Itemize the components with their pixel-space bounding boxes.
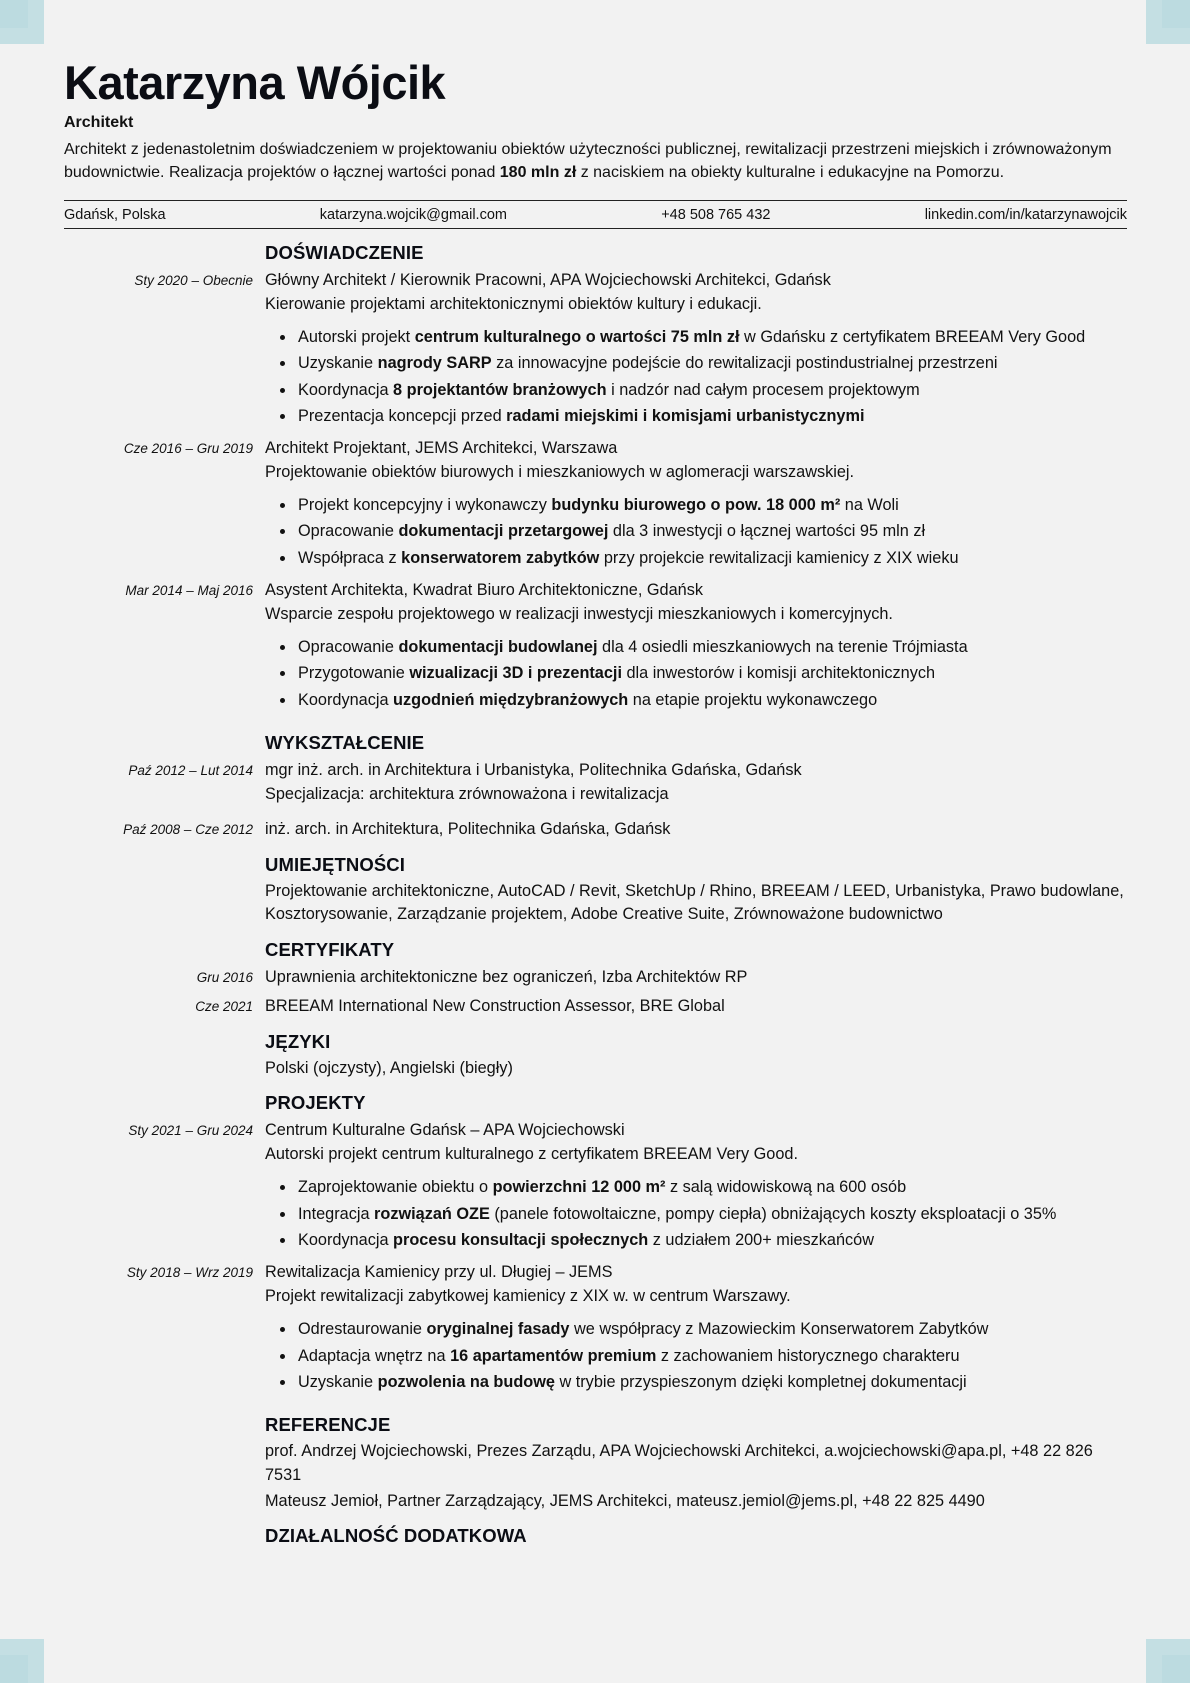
certificate-entry	[64, 994, 1127, 1019]
list-item: Koordynacja 8 projektantów branżowych i nadzór nad całym procesem projektowym	[277, 377, 1127, 403]
candidate-role: Architekt	[64, 114, 134, 131]
section-title: JĘZYKI	[265, 1030, 331, 1052]
entry-description: Kierowanie projektami architektonicznymi obiektów kultury i edukacji.	[265, 295, 762, 313]
education-entry	[64, 817, 1127, 842]
entry-heading: mgr inż. arch. in Architektura i Urbanistyka, Politechnika Gdańska, Gdańsk	[265, 760, 802, 779]
resume-header	[64, 54, 1127, 184]
entry-date: Paź 2008 – Cze 2012	[123, 821, 253, 837]
achievement-list	[277, 634, 1127, 713]
entry-heading: Asystent Architekta, Kwadrat Biuro Architektoniczne, Gdańsk	[265, 581, 703, 600]
achievement-list	[277, 324, 1127, 429]
list-item: Uzyskanie pozwolenia na budowę w trybie przyspieszonym dzięki kompletnej dokumentacji	[277, 1369, 1127, 1395]
entry-description: Specjalizacja: architektura zrównoważona i rewitalizacja	[265, 784, 669, 803]
profile-summary	[64, 139, 1127, 184]
section-title: PROJEKTY	[265, 1092, 366, 1114]
experience-entry	[64, 578, 1127, 713]
section-references	[64, 1413, 1127, 1514]
section-title: WYKSZTAŁCENIE	[265, 731, 425, 753]
section-extra-activities	[64, 1524, 1127, 1548]
reference-item: prof. Andrzej Wojciechowski, Prezes Zarządu, APA Wojciechowski Architekci, a.wojciechowski@apa.pl, +48 22 826 7531	[265, 1442, 1093, 1484]
entry-heading: inż. arch. in Architektura, Politechnika Gdańska, Gdańsk	[265, 819, 671, 838]
education-entry	[64, 758, 1127, 806]
list-item: Projekt koncepcyjny i wykonawczy budynku biurowego o pow. 18 000 m² na Woli	[277, 492, 1127, 518]
entry-heading: Centrum Kulturalne Gdańsk – APA Wojciechowski	[265, 1121, 625, 1140]
list-item: Autorski projekt centrum kulturalnego o wartości 75 mln zł w Gdańsku z certyfikatem BREEAM Very Good	[277, 324, 1127, 350]
corner-decoration-bottom-right	[1146, 1639, 1190, 1683]
languages-text: Polski (ojczysty), Angielski (biegły)	[265, 1058, 513, 1077]
resume-page	[64, 54, 1127, 1548]
entry-description: Projekt rewitalizacji zabytkowej kamienicy z XIX w. w centrum Warszawy.	[265, 1287, 791, 1306]
entry-heading: Rewitalizacja Kamienicy przy ul. Długiej – JEMS	[265, 1263, 613, 1282]
list-item: Integracja rozwiązań OZE (panele fotowoltaiczne, pompy ciepła) obniżających koszty eksploatacji o 35%	[277, 1201, 1127, 1227]
experience-entry	[64, 436, 1127, 571]
corner-decoration-top-left	[0, 0, 44, 44]
entry-date: Sty 2018 – Wrz 2019	[126, 1265, 253, 1281]
contact-location: Gdańsk, Polska	[64, 206, 166, 223]
entry-date: Gru 2016	[196, 969, 253, 985]
entry-date: Sty 2021 – Gru 2024	[128, 1123, 253, 1139]
entry-date: Cze 2021	[195, 998, 253, 1014]
entry-description: Projektowanie obiektów biurowych i mieszkaniowych w aglomeracji warszawskiej.	[265, 463, 855, 482]
entry-date: Paź 2012 – Lut 2014	[128, 762, 253, 778]
skills-text: Projektowanie architektoniczne, AutoCAD / Revit, SketchUp / Rhino, BREEAM / LEED, Urbanistyka, Prawo budowlane, Kosztorysowanie, Zarządzanie projektem, Adobe Creative Suite, Zrównoważone budownictwo	[265, 881, 1124, 924]
summary-highlight: 180 mln zł	[499, 163, 577, 181]
reference-item: Mateusz Jemioł, Partner Zarządzający, JEMS Architekci, mateusz.jemiol@jems.pl, +48 22 825 4490	[265, 1492, 985, 1511]
section-title: REFERENCJE	[265, 1414, 391, 1436]
list-item: Odrestaurowanie oryginalnej fasady we współpracy z Mazowieckim Konserwatorem Zabytków	[277, 1316, 1127, 1342]
list-item: Zaprojektowanie obiektu o powierzchni 12 000 m² z salą widowiskową na 600 osób	[277, 1174, 1127, 1200]
list-item: Prezentacja koncepcji przed radami miejskimi i komisjami urbanistycznymi	[277, 403, 1127, 429]
entry-date: Sty 2020 – Obecnie	[134, 273, 253, 288]
contact-linkedin[interactable]: linkedin.com/in/katarzynawojcik	[924, 206, 1127, 223]
list-item: Uzyskanie nagrody SARP za innowacyjne podejście do rewitalizacji postindustrialnej przestrzeni	[277, 350, 1127, 376]
entry-date: Mar 2014 – Maj 2016	[125, 583, 253, 599]
entry-description: Autorski projekt centrum kulturalnego z certyfikatem BREEAM Very Good.	[265, 1145, 798, 1164]
summary-text: z naciskiem na obiekty kulturalne i edukacyjne na Pomorzu.	[576, 163, 1005, 181]
summary-text: Architekt z jedenastoletnim doświadczeniem w projektowaniu obiektów użyteczności publicznej, rewitalizacji przestrzeni miejskich i zrównoważonym budownictwie. Realizacja projektów o łącznej wartości ponad	[64, 141, 1112, 181]
list-item: Opracowanie dokumentacji budowlanej dla 4 osiedli mieszkaniowych na terenie Trójmiasta	[277, 634, 1127, 660]
experience-entry	[64, 268, 1127, 429]
achievement-list	[277, 1174, 1127, 1253]
list-item: Koordynacja uzgodnień międzybranżowych na etapie projektu wykonawczego	[277, 687, 1127, 713]
certificate-entry	[64, 965, 1127, 990]
achievement-list	[277, 492, 1127, 571]
section-languages	[64, 1030, 1127, 1081]
corner-decoration-top-right	[1146, 0, 1190, 44]
list-item: Opracowanie dokumentacji przetargowej dla 3 inwestycji o łącznej wartości 95 mln zł	[277, 518, 1127, 544]
certificate-name: BREEAM International New Construction Assessor, BRE Global	[265, 996, 725, 1015]
contact-phone[interactable]: +48 508 765 432	[661, 206, 771, 223]
section-title: DZIAŁALNOŚĆ DODATKOWA	[265, 1524, 527, 1546]
list-item: Adaptacja wnętrz na 16 apartamentów premium z zachowaniem historycznego charakteru	[277, 1343, 1127, 1369]
project-entry	[64, 1118, 1127, 1253]
entry-description: Wsparcie zespołu projektowego w realizacji inwestycji mieszkaniowych i komercyjnych.	[265, 605, 893, 624]
section-projects	[64, 1091, 1127, 1395]
section-experience	[64, 241, 1127, 713]
project-entry	[64, 1260, 1127, 1395]
entry-date: Cze 2016 – Gru 2019	[123, 441, 253, 457]
certificate-name: Uprawnienia architektoniczne bez ograniczeń, Izba Architektów RP	[265, 967, 748, 986]
contact-email[interactable]: katarzyna.wojcik@gmail.com	[319, 206, 507, 223]
candidate-name: Katarzyna Wójcik	[64, 56, 446, 109]
section-title: DOŚWIADCZENIE	[265, 242, 424, 263]
achievement-list	[277, 1316, 1127, 1395]
section-certificates	[64, 938, 1127, 1019]
section-education	[64, 731, 1127, 842]
list-item: Współpraca z konserwatorem zabytków przy projekcie rewitalizacji kamienicy z XIX wieku	[277, 545, 1127, 571]
section-title: CERTYFIKATY	[265, 938, 395, 960]
entry-heading: Główny Architekt / Kierownik Pracowni, APA Wojciechowski Architekci, Gdańsk	[265, 271, 831, 289]
entry-heading: Architekt Projektant, JEMS Architekci, Warszawa	[265, 439, 618, 458]
contact-bar	[64, 200, 1127, 229]
list-item: Koordynacja procesu konsultacji społecznych z udziałem 200+ mieszkańców	[277, 1227, 1127, 1253]
corner-decoration-bottom-left	[0, 1639, 44, 1683]
list-item: Przygotowanie wizualizacji 3D i prezentacji dla inwestorów i komisji architektonicznych	[277, 660, 1127, 686]
section-skills	[64, 853, 1127, 927]
section-title: UMIEJĘTNOŚCI	[265, 853, 405, 875]
